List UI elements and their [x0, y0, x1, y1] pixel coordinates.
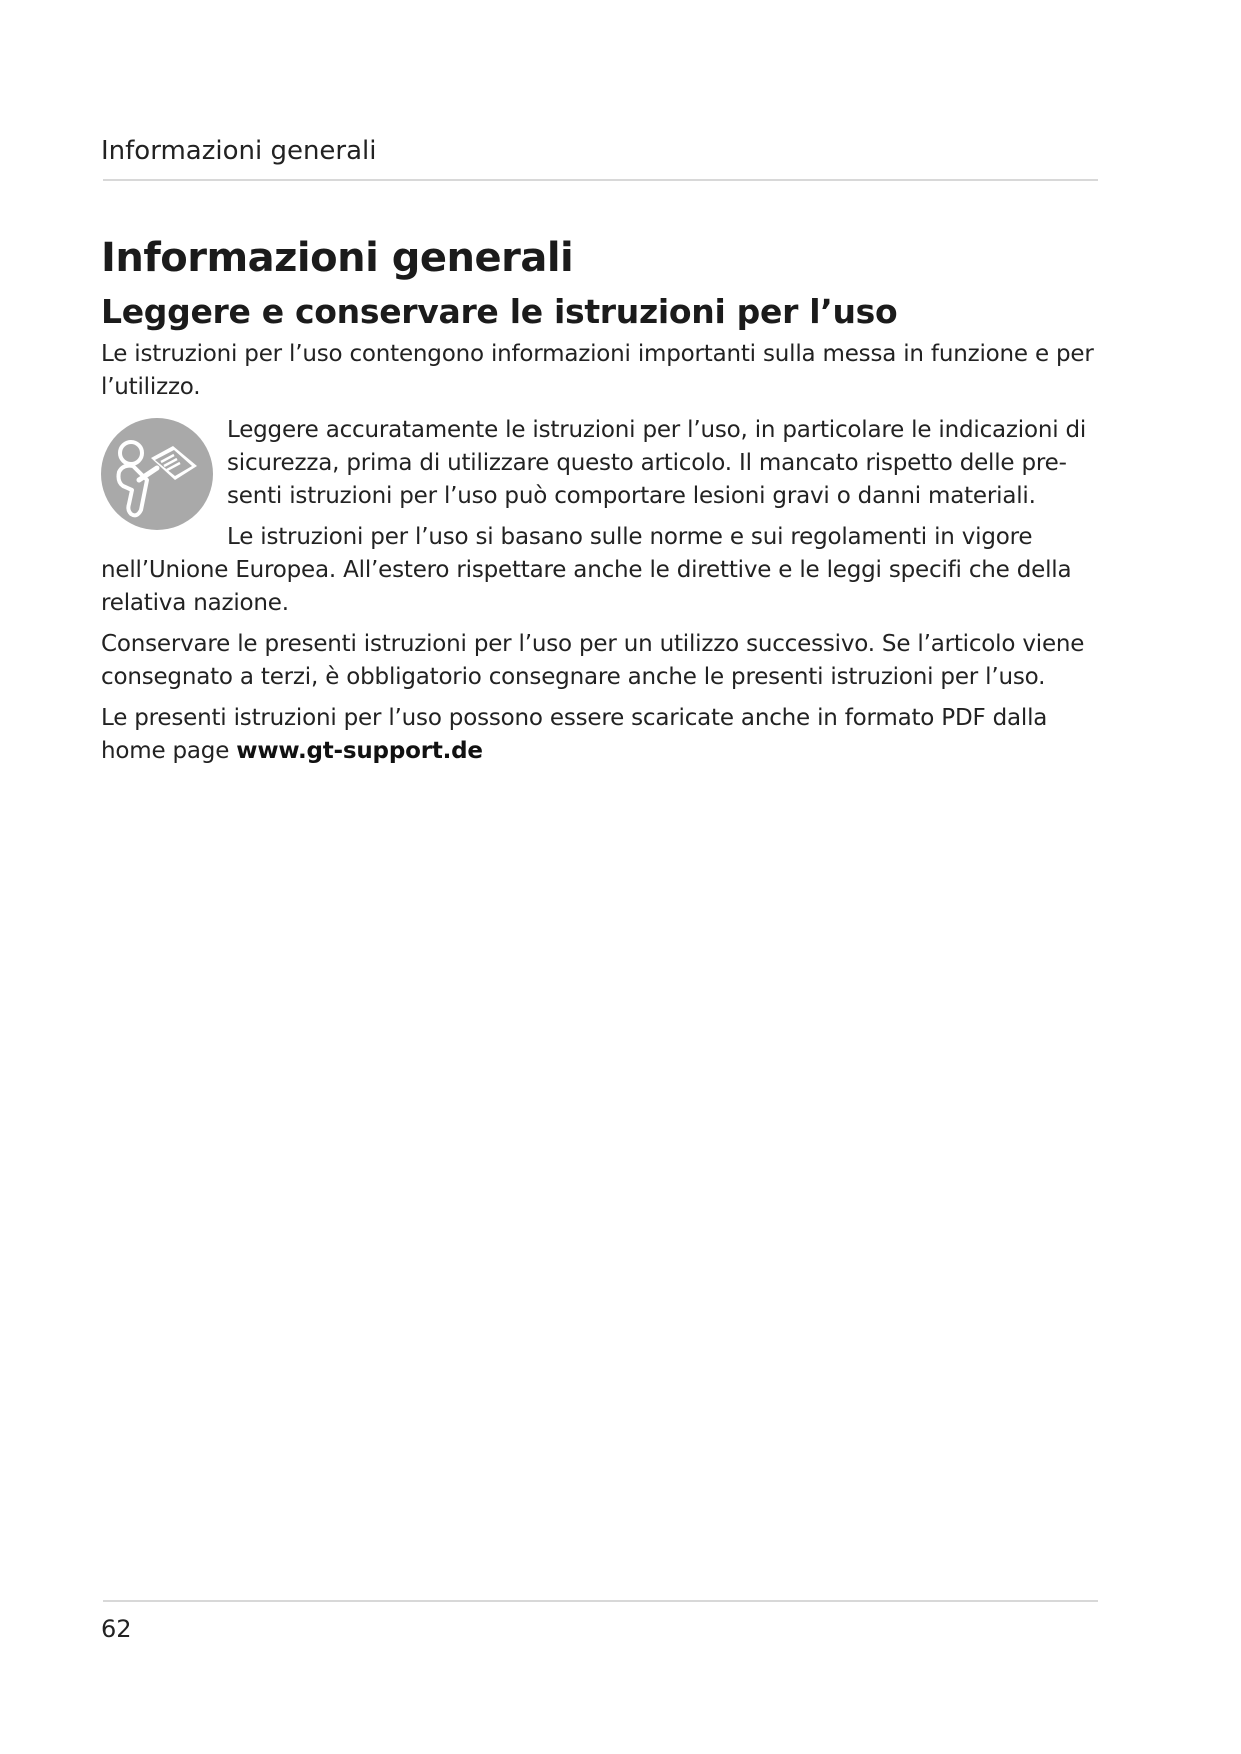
download-paragraph — [101, 702, 1111, 768]
warning-block — [101, 414, 1111, 513]
support-url-link[interactable]: www.gt-support.de — [236, 738, 483, 764]
running-header: Informazioni generali — [101, 136, 377, 166]
keep-paragraph: Conservare le presenti istruzioni per l’uso per un utilizzo successivo. Se l’articolo viene consegnato a terzi, è obbligatorio consegnare anche le presenti istruzioni per l’uso. — [101, 631, 1085, 690]
warning-line: Leggere accuratamente le istruzioni per l’uso, in particolare le indicazioni di — [227, 417, 1087, 443]
header-divider — [103, 179, 1098, 181]
section-title: Leggere e conservare le istruzioni per l’uso — [101, 292, 898, 331]
footer-divider — [103, 1600, 1098, 1602]
main-content — [101, 230, 1111, 768]
warning-line: sicurezza, prima di utilizzare questo articolo. Il mancato rispetto delle pre- — [227, 450, 1067, 476]
regulations-paragraph: Le istruzioni per l’uso si basano sulle norme e sui regolamenti in vigore nell’Unione Europea. All’estero rispettare anche le direttive e le leggi specifi che della relativa nazione. — [101, 524, 1072, 616]
page-number: 62 — [101, 1615, 132, 1643]
warning-line: senti istruzioni per l’uso può comportare lesioni gravi o danni materiali. — [227, 483, 1036, 509]
read-manual-icon — [101, 418, 213, 530]
download-text: Le presenti istruzioni per l’uso possono essere scaricate anche in formato PDF dalla home page — [101, 705, 1048, 764]
page-title: Informazioni generali — [101, 235, 574, 281]
intro-paragraph: Le istruzioni per l’uso contengono informazioni importanti sulla messa in funzione e per l’utilizzo. — [101, 341, 1094, 400]
